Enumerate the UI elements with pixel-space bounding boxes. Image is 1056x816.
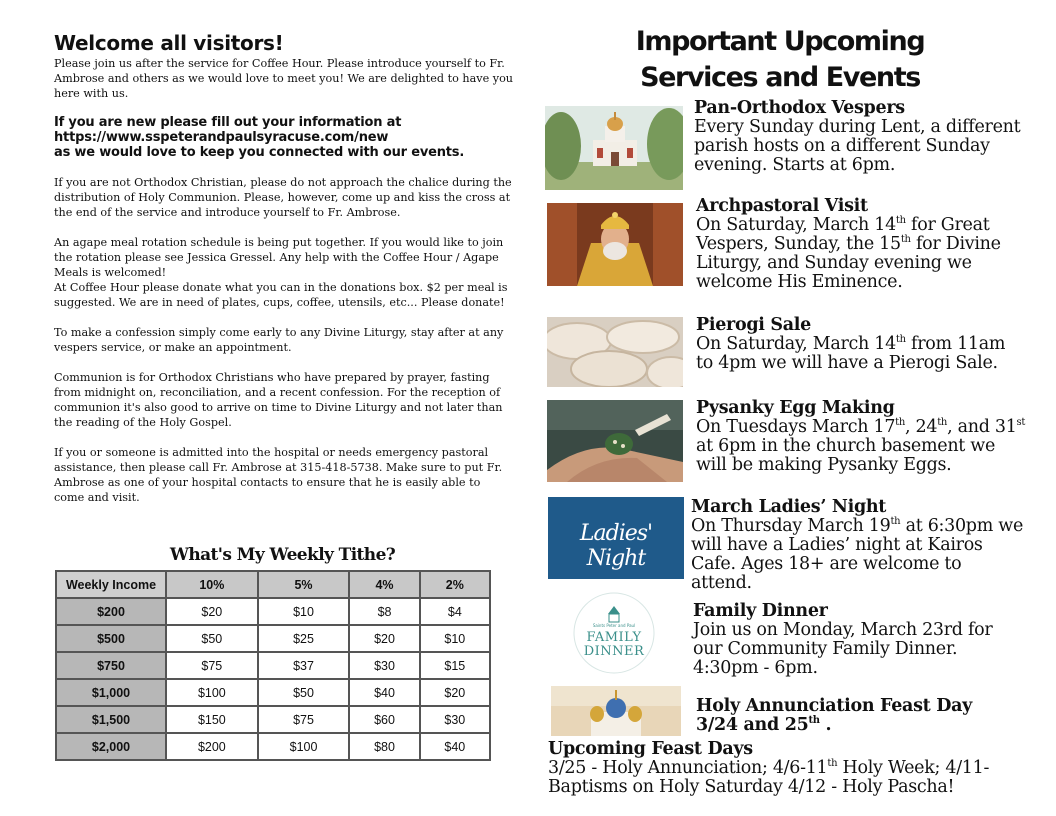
- table-row: [56, 706, 490, 733]
- event-pysanky-egg-making: [696, 399, 1026, 475]
- table-cell: $75: [258, 706, 350, 733]
- table-cell: $100: [258, 733, 350, 760]
- event-title: Holy Annunciation Feast Day: [696, 696, 973, 716]
- welcome-title: Welcome all visitors!: [54, 31, 284, 55]
- table-cell: $10: [420, 625, 490, 652]
- table-cell: $75: [166, 652, 258, 679]
- church-domes-image: [551, 686, 681, 736]
- new-visitor-line: as we would love to keep you connected with our events.: [54, 145, 465, 160]
- pierogi-photo: [547, 317, 683, 387]
- upcoming-feast-days: [548, 740, 1033, 797]
- event-description: 3/25 - Holy Annunciation; 4/6-11th Holy Week; 4/11- Baptisms on Holy Saturday 4/12 - Holy Pascha!: [548, 758, 990, 797]
- pysanky-egg-photo: [547, 400, 683, 482]
- table-cell: $200: [166, 733, 258, 760]
- table-cell: $25: [258, 625, 350, 652]
- table-row: [56, 598, 490, 625]
- coffee-paragraph: At Coffee Hour please donate what you can in the donations box. $2 per meal is suggested. We are in need of plates, cups, coffee, utensils, etc... Please donate!: [54, 281, 508, 309]
- table-row: [56, 733, 490, 760]
- new-visitor-line: If you are new please fill out your information at: [54, 115, 402, 130]
- table-cell: $200: [56, 598, 166, 625]
- table-cell: $60: [349, 706, 419, 733]
- family-dinner-logo-line1: FAMILY: [586, 630, 642, 645]
- event-title: Upcoming Feast Days: [548, 739, 753, 759]
- event-title: Archpastoral Visit: [696, 196, 868, 216]
- event-title: Pysanky Egg Making: [696, 398, 895, 418]
- new-visitor-url[interactable]: https://www.sspeterandpaulsyracuse.com/new: [54, 130, 389, 145]
- event-family-dinner: [693, 602, 1023, 678]
- table-cell: $150: [166, 706, 258, 733]
- event-description: On Saturday, March 14th for Great Vespers, Sunday, the 15th for Divine Liturgy, and Sunday evening we welcome His Eminence.: [696, 215, 1001, 292]
- table-cell: $500: [56, 625, 166, 652]
- table-cell: $30: [420, 706, 490, 733]
- table-cell: $4: [420, 598, 490, 625]
- table-cell: $50: [166, 625, 258, 652]
- event-title: Family Dinner: [693, 601, 828, 621]
- tithe-title: What's My Weekly Tithe?: [169, 545, 396, 565]
- event-description: On Saturday, March 14th from 11am to 4pm we will have a Pierogi Sale.: [696, 334, 1006, 373]
- confession-paragraph: To make a confession simply come early to any Divine Liturgy, stay after at any vespers service, or make an appointment.: [54, 326, 504, 354]
- events-title-line: Important Upcoming: [635, 26, 925, 57]
- table-cell: $1,500: [56, 706, 166, 733]
- table-header: 4%: [349, 571, 419, 598]
- table-cell: $100: [166, 679, 258, 706]
- family-dinner-logo: [571, 592, 657, 674]
- intro-paragraph: Please join us after the service for Coffee Hour. Please introduce yourself to Fr. Ambrose and others as we would love to meet you! We are delighted to have you here with us.: [54, 57, 514, 100]
- church-painting-image: [545, 106, 683, 190]
- chalice-paragraph: If you are not Orthodox Christian, please do not approach the chalice during the distribution of Holy Communion. Please, however, come up and kiss the cross at the end of the service and introduce yourself to Fr. Ambrose.: [54, 176, 512, 219]
- event-description: On Tuesdays March 17th, 24th, and 31st at 6pm in the church basement we will be making Pysanky Eggs.: [696, 417, 1026, 475]
- table-cell: $2,000: [56, 733, 166, 760]
- table-header: 5%: [258, 571, 350, 598]
- hospital-paragraph: If you or someone is admitted into the hospital or needs emergency pastoral assistance, then please call Fr. Ambrose at 315-418-5738. Make sure to put Fr. Ambrose as one of your hospital contacts to ensure that he is easily able to come and visit.: [54, 446, 503, 504]
- events-title-line: Services and Events: [640, 62, 920, 93]
- event-description: On Thursday March 19th at 6:30pm we will have a Ladies’ night at Kairos Cafe. Ages 18+ are welcome to attend.: [691, 516, 1023, 593]
- table-cell: $40: [420, 733, 490, 760]
- event-title: Pan-Orthodox Vespers: [694, 98, 905, 118]
- new-visitor-block: [54, 115, 514, 160]
- agape-paragraph: An agape meal rotation schedule is being put together. If you would like to join the rotation please see Jessica Gressel. Any help with the Coffee Hour / Agape Meals is welcomed!: [54, 236, 504, 279]
- event-archpastoral-visit: [696, 197, 1026, 292]
- event-date: 3/24 and 25th .: [696, 715, 832, 735]
- event-description: Join us on Monday, March 23rd for our Community Family Dinner. 4:30pm - 6pm.: [693, 620, 993, 678]
- table-cell: $40: [349, 679, 419, 706]
- table-header: 2%: [420, 571, 490, 598]
- ladies-night-image-text: Ladies' Night: [579, 521, 653, 571]
- table-cell: $50: [258, 679, 350, 706]
- table-cell: $750: [56, 652, 166, 679]
- event-ladies-night: [691, 498, 1026, 593]
- event-vespers: [694, 99, 1024, 175]
- table-cell: $15: [420, 652, 490, 679]
- welcome-section: [54, 30, 514, 505]
- table-cell: $8: [349, 598, 419, 625]
- table-cell: $80: [349, 733, 419, 760]
- event-title: Pierogi Sale: [696, 315, 811, 335]
- table-row: [56, 679, 490, 706]
- event-description: Every Sunday during Lent, a different parish hosts on a different Sunday evening. Starts at 6pm.: [694, 117, 1021, 175]
- ladies-night-image: [548, 497, 684, 579]
- event-title: March Ladies’ Night: [691, 497, 887, 517]
- table-cell: $1,000: [56, 679, 166, 706]
- tithe-table: [55, 570, 491, 761]
- table-cell: $10: [258, 598, 350, 625]
- family-dinner-logo-line2: DINNER: [583, 644, 645, 659]
- table-cell: $30: [349, 652, 419, 679]
- table-header: Weekly Income: [56, 571, 166, 598]
- event-holy-annunciation: [696, 697, 1026, 735]
- table-header: 10%: [166, 571, 258, 598]
- events-title: [610, 24, 950, 96]
- table-cell: $20: [420, 679, 490, 706]
- event-pierogi-sale: [696, 316, 1026, 373]
- table-cell: $20: [166, 598, 258, 625]
- bishop-photo: [547, 203, 683, 286]
- family-dinner-logo-small: Saints Peter and Paul: [592, 623, 636, 628]
- table-cell: $37: [258, 652, 350, 679]
- table-header-row: [56, 571, 490, 598]
- table-row: [56, 652, 490, 679]
- table-cell: $20: [349, 625, 419, 652]
- communion-paragraph: Communion is for Orthodox Christians who have prepared by prayer, fasting from midnight on, reconciliation, and a recent confession. For the reception of communion it's also good to arrive on time to Divine Liturgy and not later than the reading of the Holy Gospel.: [54, 371, 503, 429]
- table-row: [56, 625, 490, 652]
